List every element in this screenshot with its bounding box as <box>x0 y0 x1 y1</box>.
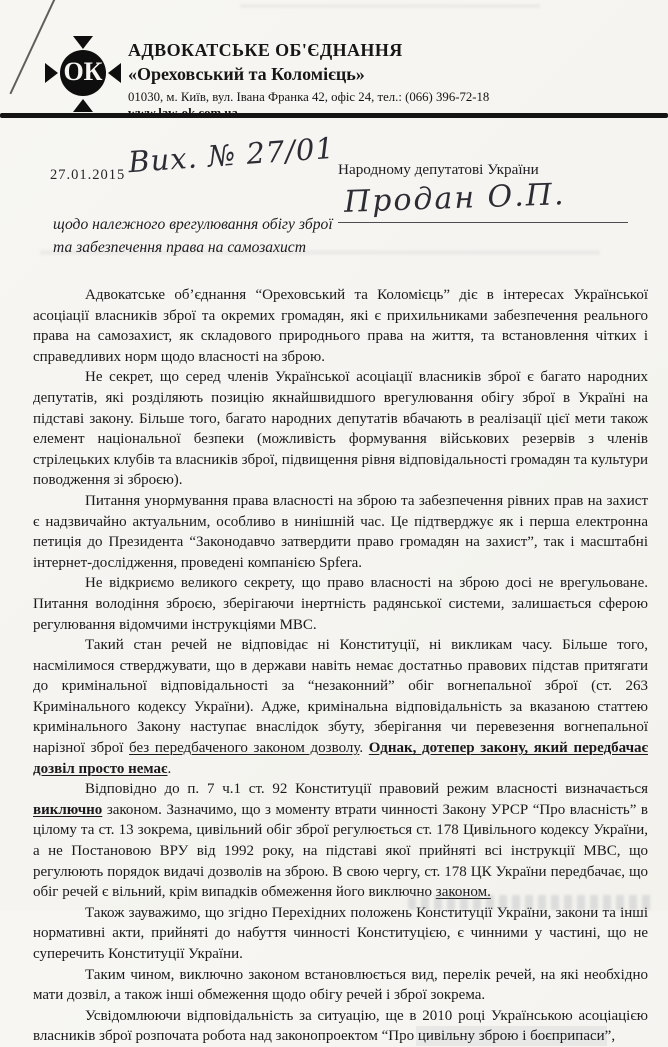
subject-block <box>53 214 333 259</box>
body-paragraph: Усвідомлюючи відповідальність за ситуацію, ще в 2010 році Українською асоціацією власників зброї розпочата робота над законопроектом “Про цивільну зброю і боєприпаси”, <box>33 1007 648 1045</box>
addressee-title: Народному депутатові України <box>338 161 539 178</box>
outgoing-number-handwritten: Вих. № 27/01 <box>127 130 336 180</box>
body-paragraph: Питання унормування права власності на зброю та забезпечення рівних прав на захист є надзвичайно актуальним, особливо в нинішній час. Це підтверджує як і перша електронна петиція до Президента “Законодавчо затвердити право громадян на захист”, так і масштабні інтернет-дослідження, проведені компанією Spfera. <box>33 492 648 571</box>
subject-line1: щодо належного врегулювання обігу зброї <box>53 216 333 233</box>
addressee-block <box>338 161 628 223</box>
body-paragraph: Таким чином, виключно законом встановлюється вид, перелік речей, на які необхідно мати дозвіл, а також інші обмеження щодо обігу речей і зброї зокрема. <box>33 966 648 1004</box>
org-name-line1: АДВОКАТСЬКЕ ОБ'ЄДНАННЯ <box>128 40 403 60</box>
letter-date: 27.01.2015 <box>50 167 126 183</box>
body-paragraph: Не відкриємо великого секрету, що право власності на зброю досі не врегульоване. Питання володіння зброєю, зберігаючи інертність радянської системи, залишається сферою регулювання відомчими інструкціями МВС. <box>33 575 648 633</box>
header-rule <box>0 113 668 118</box>
firm-identity-block <box>128 40 489 121</box>
letter-body <box>33 285 648 1047</box>
scan-smudge <box>240 4 540 8</box>
body-paragraph: Не секрет, що серед членів Української асоціації власників зброї є багато народних депутатів, які розділяють позицію якнайшвидшого врегулювання обігу зброї в Україні на підставі закону. Більше того, багато народних депутатів вбачають в реалізації цієї мети також елемент національної безпеки (можливість формування військових резервів з членів стрілецьких клубів та власників зброї, підвищення рівня відповідальності громадян та культури поводження зі зброєю). <box>33 369 648 489</box>
logo-arrow-right-icon <box>45 63 58 83</box>
addressee-name-handwritten: Продан О.П. <box>343 177 566 220</box>
logo-arrow-left-icon <box>108 63 121 83</box>
body-paragraph: Такий стан речей не відповідає ні Конституції, ні викликам часу. Більше того, насмілимося стверджувати, що в держави навіть немає достатньо правових підстав притягати до кримінальної відповідальності за “незаконний” обіг вогнепальної зброї (ст. 263 Кримінального кодексу України). Адже, кримінальна відповідальність за вказаною статтею кримінального Закону наступає внаслідок збуту, зберігання чи перевезення вогнепальної нарізної зброї без передбаченого законом дозволу. Однак, дотепер закону, який передбачає дозвіл просто немає. <box>33 637 649 777</box>
org-address: 01030, м. Київ, вул. Івана Франка 42, офіс 24, тел.: (066) 396-72-18 <box>128 90 490 104</box>
body-paragraph: Адвокатське об’єднання “Ореховський та Коломієць” діє в інтересах Української асоціації власників зброї та окремих громадян, які є прихильниками забезпечення реального права на самозахист, як складового природнього права на життя, та встановлення чітких і справедливих норм щодо власності на зброю. <box>33 287 648 365</box>
stamp-bleed-through-artifact <box>408 895 654 910</box>
logo-monogram: ОК <box>60 50 106 96</box>
firm-logo <box>45 36 121 112</box>
body-paragraph: Відповідно до п. 7 ч.1 ст. 92 Конституції правовий режим власності визначається виключно законом. Зазначимо, що з моменту втрати чинності Закону УРСР “Про власність” в цілому та ст. 13 зокрема, цивільний обіг зброї регулюється ст. 178 Цивільного кодексу України, а не Постановою ВРУ від 1992 року, на підставі якої прийняті всі інструкції МВС, що регулюють порядок видачі дозволів на зброю. В свою чергу, ст. 178 ЦК України передбачає, що обіг речей є вільний, крім випадків обмеження його виключно законом. <box>33 781 648 901</box>
logo-arrow-down-icon <box>73 36 93 49</box>
org-name-line2: «Ореховський та Коломієць» <box>128 64 365 84</box>
logo-arrow-up-icon <box>73 99 93 112</box>
body-paragraph: Також зауважимо, що згідно Перехідних положень Конституції України, закони та інші нормативні акти, прийняті до набуття чинності Конституцією, є чинними у частині, що не суперечить Конституції України. <box>33 904 648 962</box>
addressee-name-line <box>338 179 628 223</box>
subject-line2: та забезпечення права на самозахист <box>53 238 306 256</box>
